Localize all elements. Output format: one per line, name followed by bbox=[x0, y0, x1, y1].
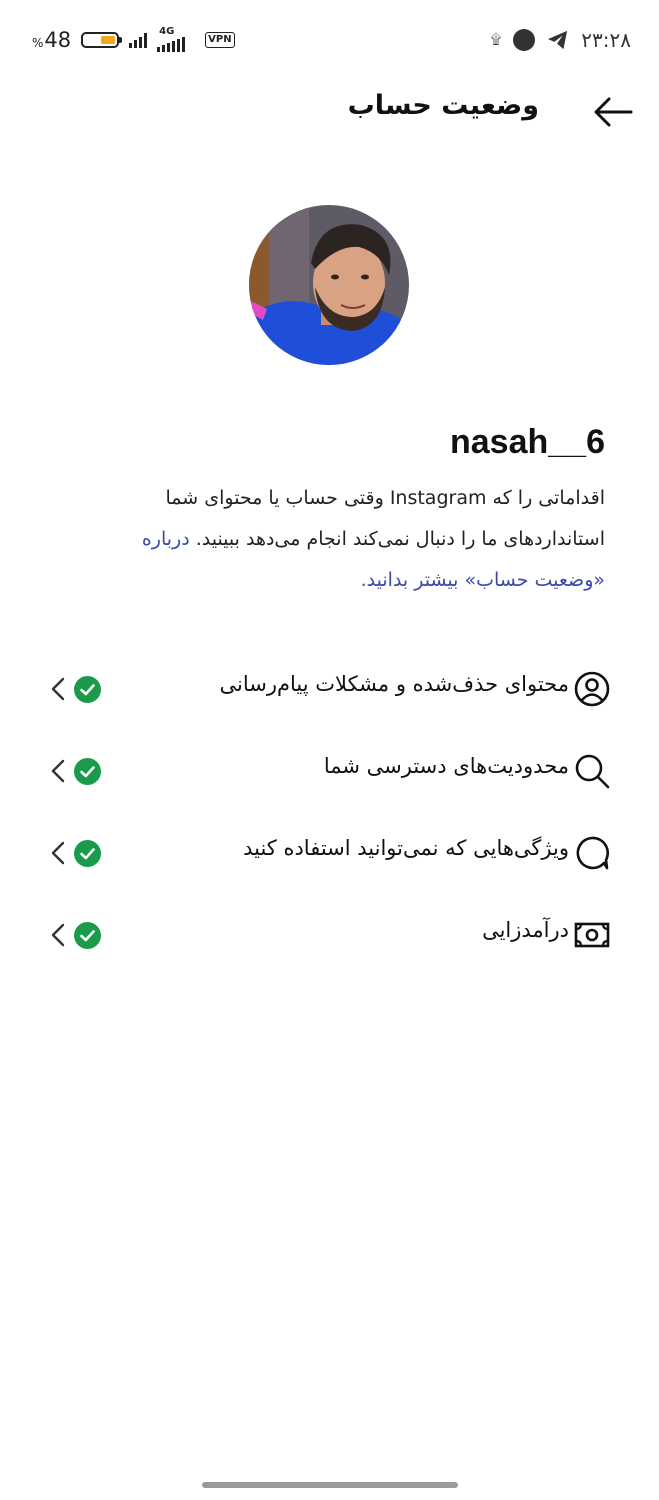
status-bar bbox=[0, 0, 659, 80]
avatar bbox=[249, 205, 409, 365]
status-list bbox=[0, 648, 659, 976]
telegram-icon bbox=[547, 30, 569, 50]
learn-more-link[interactable]: درباره «وضعیت حساب» بیشتر بدانید. bbox=[141, 528, 605, 591]
chevron-left-icon bbox=[50, 840, 66, 866]
check-circle-icon bbox=[74, 840, 101, 867]
notification-small-icon: ۩ bbox=[490, 32, 502, 48]
home-indicator[interactable] bbox=[202, 1482, 458, 1488]
user-circle-icon bbox=[573, 670, 611, 708]
search-icon bbox=[573, 752, 611, 790]
account-status-description bbox=[105, 478, 605, 601]
status-item-label: درآمدزایی bbox=[482, 918, 569, 942]
app-circle-icon bbox=[513, 29, 535, 51]
status-item-removed-content[interactable] bbox=[0, 648, 659, 730]
arrow-left-icon bbox=[591, 92, 635, 132]
status-item-access-limits[interactable] bbox=[0, 730, 659, 812]
status-item-label: محدودیت‌های دسترسی شما bbox=[323, 754, 569, 778]
battery-percentage: % 48 bbox=[32, 28, 72, 52]
profile-photo bbox=[249, 205, 409, 365]
description-text: اقداماتی را که Instagram وقتی حساب یا محتوای شما استانداردهای ما را دنبال نمی‌کند انجام می‌دهد ببینید. bbox=[165, 487, 605, 550]
status-item-restricted-features[interactable] bbox=[0, 812, 659, 894]
chat-bubble-icon bbox=[573, 834, 611, 872]
vpn-icon: VPN bbox=[205, 32, 234, 48]
back-button[interactable] bbox=[591, 92, 635, 132]
status-bar-left bbox=[32, 26, 235, 54]
check-circle-icon bbox=[74, 758, 101, 785]
status-bar-right bbox=[491, 26, 631, 54]
header bbox=[0, 80, 659, 144]
check-circle-icon bbox=[74, 676, 101, 703]
page-title: وضعیت حساب bbox=[347, 90, 539, 121]
chevron-left-icon bbox=[50, 922, 66, 948]
status-item-label: ویژگی‌هایی که نمی‌توانید استفاده کنید bbox=[243, 836, 569, 860]
money-icon bbox=[573, 916, 611, 954]
battery-icon bbox=[81, 32, 119, 48]
status-item-monetization[interactable] bbox=[0, 894, 659, 976]
check-circle-icon bbox=[74, 922, 101, 949]
network-4g-icon: 4G bbox=[157, 28, 195, 52]
battery-fill bbox=[101, 36, 115, 44]
signal-icon bbox=[129, 32, 147, 48]
chevron-left-icon bbox=[50, 758, 66, 784]
chevron-left-icon bbox=[50, 676, 66, 702]
status-time: ۲۳:۲۸ bbox=[581, 28, 631, 52]
username: nasah__6 bbox=[450, 423, 605, 461]
status-item-label: محتوای حذف‌شده و مشکلات پیام‌رسانی bbox=[219, 672, 569, 696]
